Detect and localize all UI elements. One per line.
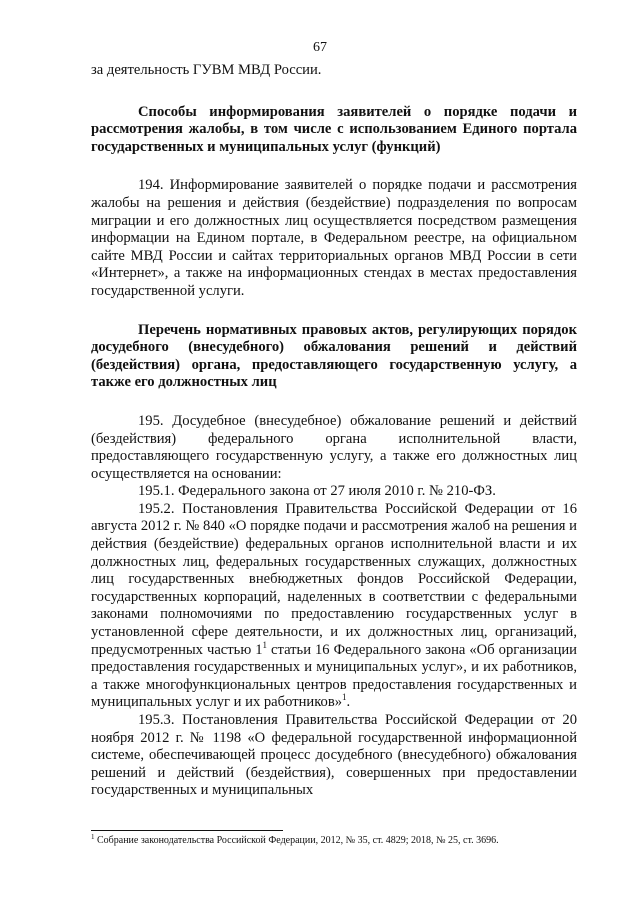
intro-line: за деятельность ГУВМ МВД России. [91,62,322,78]
footnote-mark: 1 [91,833,95,841]
section-heading-legal-acts: Перечень нормативных правовых актов, регулирующих порядок досудебного (внесудебного) обжалования решений и действий (бездействия) органа, предоставляющего государственную услугу, а также его должностных лиц [91,321,577,391]
paragraph-195-3: 195.3. Постановления Правительства Российской Федерации от 20 ноября 2012 г. № 1198 «О федеральной государственной информационной системе, обеспечивающей процесс досудебного (внесудебного) обжалования решений и действий (бездействия), совершенных при предоставлении государственных и муниципальных [91,712,577,799]
footnote [91,835,577,847]
paragraph-195-2-text: 195.2. Постановления Правительства Российской Федерации от 16 августа 2012 г. № 840 «О порядке подачи и рассмотрения жалоб на решения и действия (бездействие) федеральных органов исполнительной власти и их должностных лиц, федеральных государственных служащих, должностных лиц государственных внебюджетных фондов Российской Федерации, государственных корпораций, наделенных в соответствии с федеральными законами полномочиями по предоставлению государственных услуг в установленной сфере деятельности, и их должностных лиц, организаций, предусмотренных частью 1 [91,500,577,658]
paragraph-195: 195. Досудебное (внесудебное) обжалование решений и действий (бездействия) федерального органа исполнительной власти, предоставляющего государственную услугу, а также его должностных лиц осуществляется на основании: [91,412,577,482]
paragraph-194: 194. Информирование заявителей о порядке подачи и рассмотрения жалобы на решения и действия (бездействие) подразделения по вопросам миграции и его должностных лиц осуществляется посредством размещения информации на Едином портале, в Федеральном реестре, на официальном сайте МВД России и сайтах территориальных органов МВД России в сети «Интернет», а также на информационных стендах в местах предоставления государственной услуги. [91,177,577,299]
footnote-text: Собрание законодательства Российской Федерации, 2012, № 35, ст. 4829; 2018, № 25, ст. 3696. [94,835,499,846]
footnote-reference: 1 [342,692,347,703]
footnote-divider [91,830,283,831]
document-body [91,62,577,800]
page-number: 67 [313,40,327,55]
paragraph-195-1: 195.1. Федерального закона от 27 июля 2010 г. № 210-ФЗ. [138,483,496,500]
paragraph-195-2-end: . [346,694,351,711]
paragraph-195-2-tail: статьи 16 Федерального закона «Об организации предоставления государственных и муниципальных услуг», и их работников, а также многофункциональных центров предоставления государственных и муниципальных услуг и их работников» [91,641,577,711]
section-heading-appeal-information: Способы информирования заявителей о порядке подачи и рассмотрения жалобы, в том числе с использованием Единого портала государственных и муниципальных услуг (функций) [91,103,577,155]
paragraph-195-2 [91,501,577,712]
superscript-part-number: 1 [262,639,268,650]
